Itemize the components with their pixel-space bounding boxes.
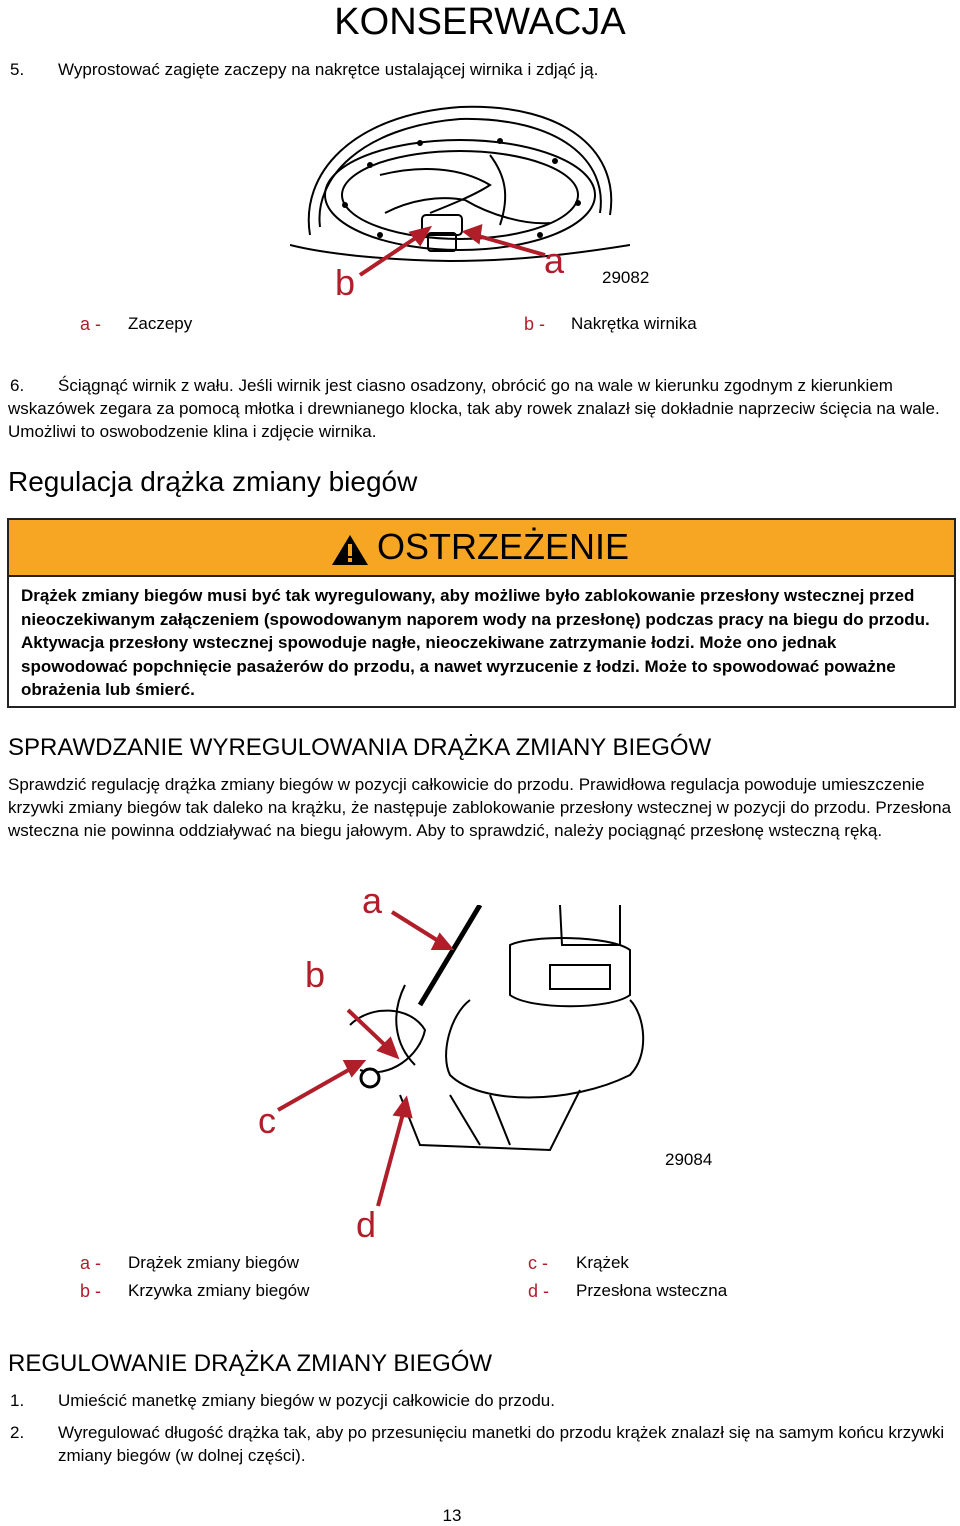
adjust-heading: REGULOWANIE DRĄŻKA ZMIANY BIEGÓW <box>8 1350 493 1377</box>
caption-value: Drążek zmiany biegów <box>128 1253 300 1272</box>
page-number: 13 <box>442 1506 462 1525</box>
step-text: Wyprostować zagięte zaczepy na nakrętce ustalającej wirnika i zdjąć ją. <box>58 60 599 79</box>
caption-value: Krzywka zmiany biegów <box>128 1281 310 1300</box>
figure2-label-d: d <box>356 1204 377 1245</box>
caption-key: a - <box>80 314 102 334</box>
caption-key: c - <box>528 1253 548 1273</box>
step-number: 5. <box>10 60 25 79</box>
step-text: Ściągnąć wirnik z wału. Jeśli wirnik jest ciasno osadzony, obrócić go na wale w kierunku zgodnym z kierunkiem wskazówek zegara za pomocą młotka i drewnianego klocka, tak aby rowek znalazł się dokładnie naprzeciw ścięcia na wale. Umożliwi to oswobodzenie klina i zdjęcie wirnika. <box>8 376 940 441</box>
caption-value: Nakrętka wirnika <box>571 314 697 333</box>
step-number: 6. <box>10 376 25 395</box>
step-text: Wyregulować długość drążka tak, aby po przesunięciu manetki do przodu krążek znalazł się na samym końcu krzywki zmiany biegów (w dolnej części). <box>58 1423 945 1465</box>
figure2-label-a: a <box>362 880 383 921</box>
caption-key: a - <box>80 1253 102 1273</box>
section-heading: Regulacja drążka zmiany biegów <box>8 466 418 497</box>
step-text: Umieścić manetkę zmiany biegów w pozycji całkowicie do przodu. <box>58 1391 555 1410</box>
caption-value: Zaczepy <box>128 314 193 333</box>
warning-text: Drążek zmiany biegów musi być tak wyregulowany, aby możliwe było zablokowanie przesłony wstecznej przed nieoczekiwanym załączeniem (spowodowanym naporem wody na przesłonę) podczas pracy na biegu do przodu. Aktywacja przesłony wstecznej spowoduje nagłe, nieoczekiwane zatrzymanie łodzi. Może ono jednak spowodować popchnięcie pasażerów do przodu, a nawet wyrzucenie z łodzi. Może to spowodować poważne obrażenia lub śmierć. <box>21 586 930 699</box>
figure2-label-b: b <box>305 954 326 995</box>
caption-key: b - <box>524 314 546 334</box>
caption-value: Przesłona wsteczna <box>576 1281 728 1300</box>
caption-key: d - <box>528 1281 550 1301</box>
step-number: 2. <box>10 1423 25 1442</box>
caption-value: Krążek <box>576 1253 629 1272</box>
check-paragraph: Sprawdzić regulację drążka zmiany biegów w pozycji całkowicie do przodu. Prawidłowa regulacja powoduje umieszczenie krzywki zmiany biegów tak daleko na krążku, że następuje zablokowanie przesłony wstecznej w pozycji do przodu. Przesłona wsteczna nie powinna oddziaływać na biegu jałowym. Aby to sprawdzić, należy pociągnąć przesłonę wsteczną ręką. <box>8 775 952 840</box>
figure2-number: 29084 <box>665 1150 713 1169</box>
page-title: KONSERWACJA <box>334 1 626 43</box>
figure1-label-b: b <box>335 262 356 303</box>
adjust-step-1 <box>0 1389 960 1413</box>
caption-key: b - <box>80 1281 102 1301</box>
figure1-label-a: a <box>544 240 565 281</box>
warning-title: OSTRZEŻENIE <box>377 526 630 567</box>
adjust-step-2 <box>0 1421 960 1469</box>
step-number: 1. <box>10 1391 25 1410</box>
check-heading: SPRAWDZANIE WYREGULOWANIA DRĄŻKA ZMIANY BIEGÓW <box>8 734 712 761</box>
figure1-number: 29082 <box>602 268 650 287</box>
figure2-label-c: c <box>258 1100 276 1141</box>
